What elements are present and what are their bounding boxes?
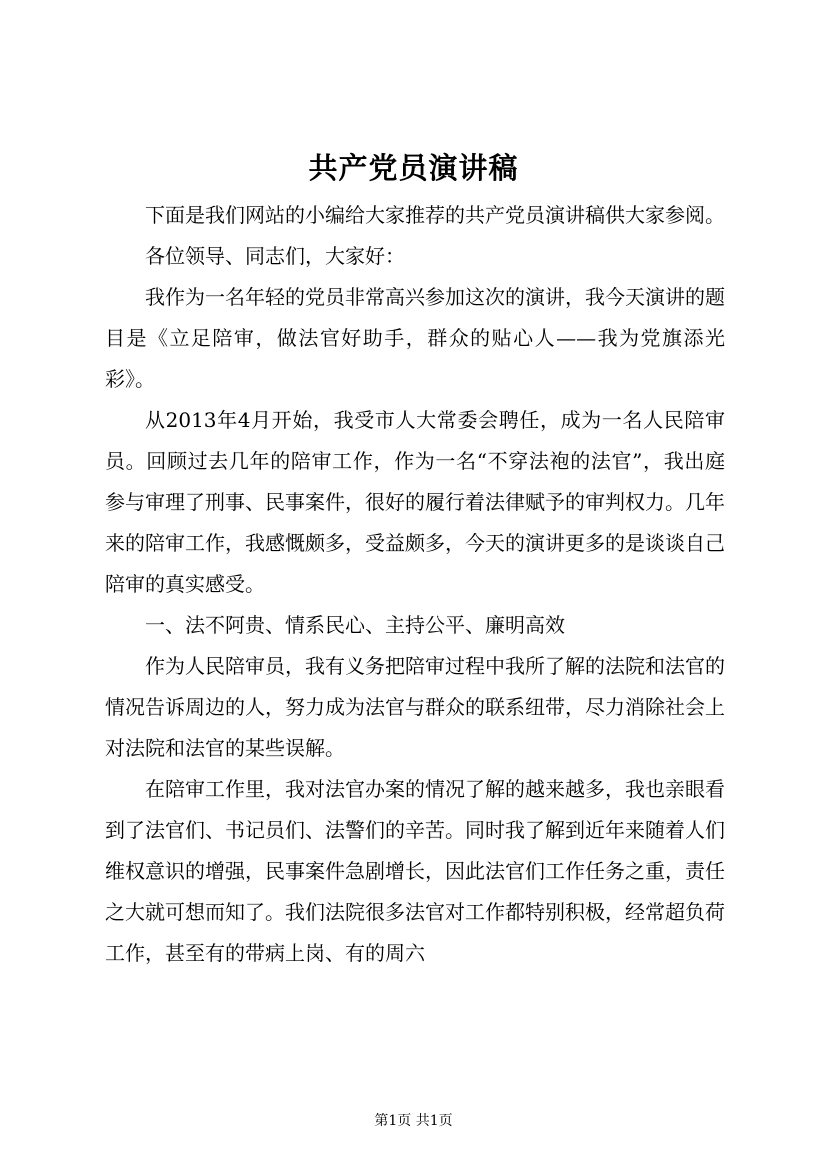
paragraph: 我作为一名年轻的党员非常高兴参加这次的演讲，我今天演讲的题目是《立足陪审，做法官好助手，群众的贴心人——我为党旗添光彩》。 [105,285,725,391]
document-title: 共产党员演讲稿 [308,151,519,185]
section-heading: 一、法不阿贵、情系民心、主持公平、廉明高效 [145,613,565,637]
paragraph: 从2013年4月开始，我受市人大常委会聘任，成为一名人民陪审员。回顾过去几年的陪审工作，作为一名“不穿法袍的法官”，我出庭参与审理了刑事、民事案件，很好的履行着法律赋予的审判权力。几年来的陪审工作，我感慨颇多，受益颇多，今天的演讲更多的是谈谈自己陪审的真实感受。 [105,408,725,596]
document-body [105,195,725,974]
paragraph: 下面是我们网站的小编给大家推荐的共产党员演讲稿供大家参阅。 [145,203,725,227]
paragraph: 在陪审工作里，我对法官办案的情况了解的越来越多，我也亲眼看到了法官们、书记员们、法警们的辛苦。同时我了解到近年来随着人们维权意识的增强，民事案件急剧增长，因此法官们工作任务之重，责任之大就可想而知了。我们法院很多法官对工作都特别积极，经常超负荷工作，甚至有的带病上岗、有的周六 [105,777,725,965]
page-number-footer: 第1页 共1页 [374,1113,453,1129]
paragraph: 作为人民陪审员，我有义务把陪审过程中我所了解的法院和法官的情况告诉周边的人，努力成为法官与群众的联系纽带，尽力消除社会上对法院和法官的某些误解。 [105,654,725,760]
paragraph: 各位领导、同志们，大家好： [145,244,405,268]
